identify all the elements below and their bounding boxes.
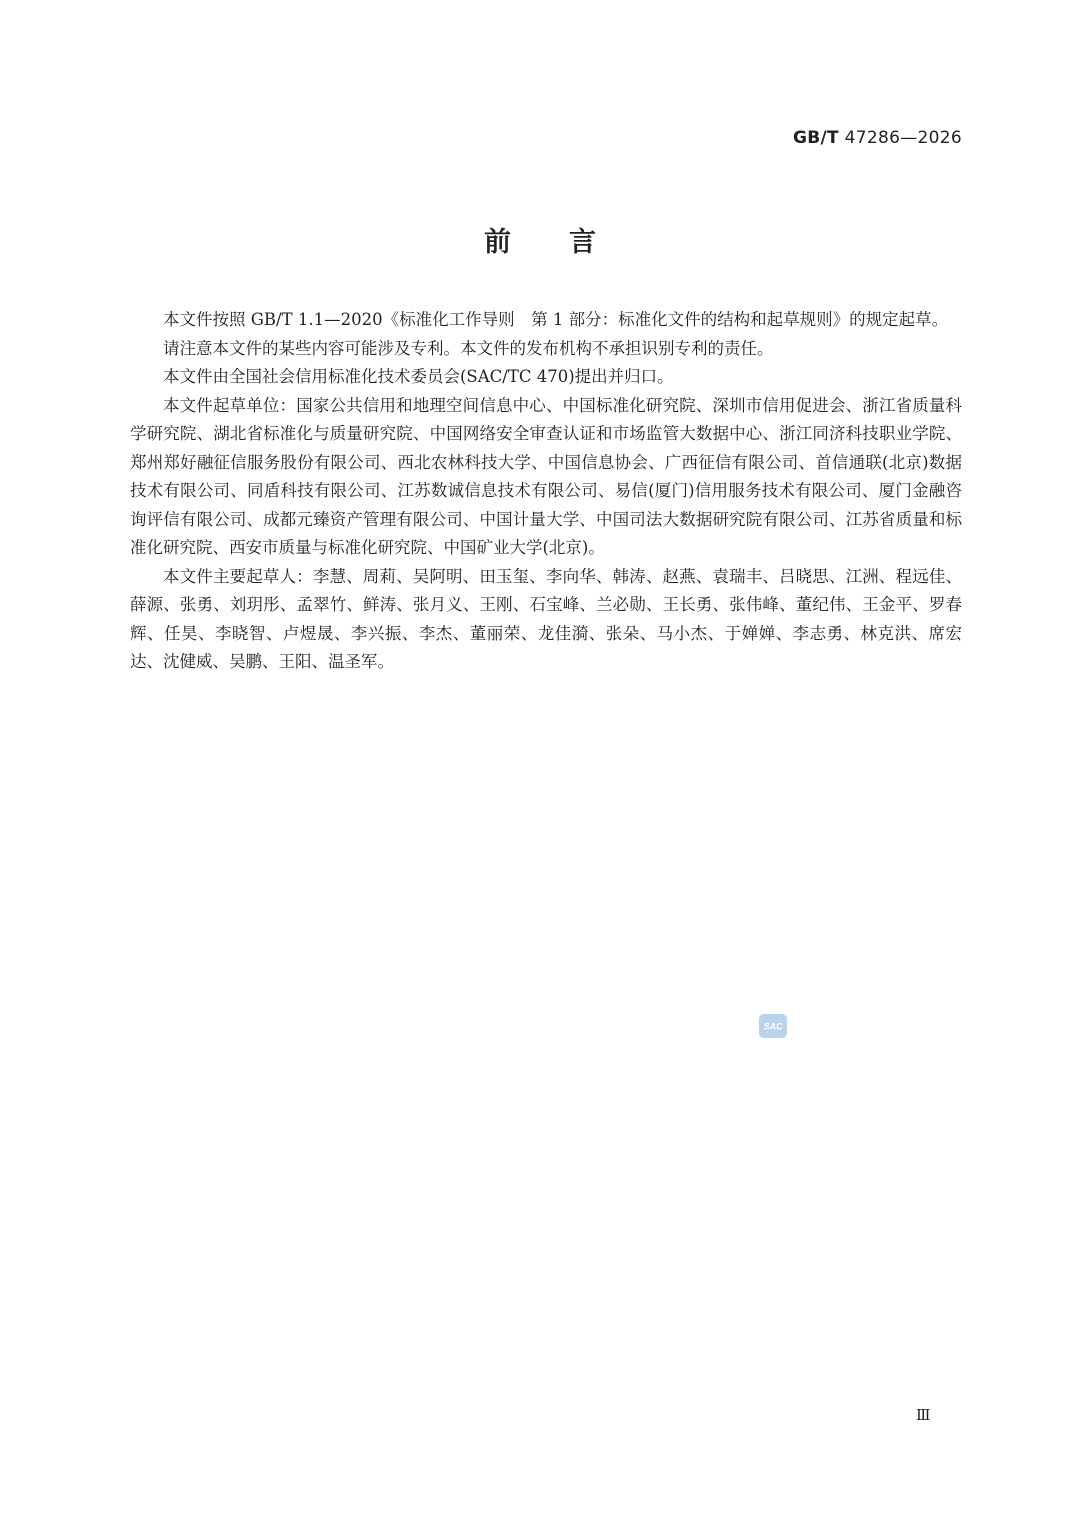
foreword-body xyxy=(130,306,962,677)
sac-watermark-logo xyxy=(759,1014,787,1038)
standard-code: GB/T xyxy=(793,128,839,148)
paragraph-drafters: 本文件主要起草人：李慧、周莉、吴阿明、田玉玺、李向华、韩涛、赵燕、袁瑞丰、吕晓思、江洲、程远佳、薛源、张勇、刘玥彤、孟翠竹、鲜涛、张月义、王刚、石宝峰、兰必勋、王长勇、张伟峰、董纪伟、王金平、罗春辉、任昊、李晓智、卢煜晟、李兴振、李杰、董丽荣、龙佳漪、张朵、马小杰、于婵婵、李志勇、林克洪、席宏达、沈健威、吴鹏、王阳、温圣军。 xyxy=(130,566,962,671)
standard-number-header xyxy=(793,128,962,148)
page-number: Ⅲ xyxy=(916,1406,931,1424)
svg-text:SAC: SAC xyxy=(763,1021,783,1032)
page-title: 前言 xyxy=(484,227,654,258)
paragraph-patent-notice: 请注意本文件的某些内容可能涉及专利。本文件的发布机构不承担识别专利的责任。 xyxy=(163,338,774,358)
standard-number: 47286—2026 xyxy=(844,128,962,148)
paragraph-drafting-units: 本文件起草单位：国家公共信用和地理空间信息中心、中国标准化研究院、深圳市信用促进会、浙江省质量科学研究院、湖北省标准化与质量研究院、中国网络安全审查认证和市场监管大数据中心、浙江同济科技职业学院、郑州郑好融征信服务股份有限公司、西北农林科技大学、中国信息协会、广西征信有限公司、首信通联(北京)数据技术有限公司、同盾科技有限公司、江苏数诚信息技术有限公司、易信(厦门)信用服务技术有限公司、厦门金融咨询评信有限公司、成都元臻资产管理有限公司、中国计量大学、中国司法大数据研究院有限公司、江苏省质量和标准化研究院、西安市质量与标准化研究院、中国矿业大学(北京)。 xyxy=(130,395,962,557)
paragraph-drafting-rules: 本文件按照 GB/T 1.1—2020《标准化工作导则 第 1 部分：标准化文件的结构和起草规则》的规定起草。 xyxy=(163,310,949,329)
paragraph-proposer: 本文件由全国社会信用标准化技术委员会(SAC/TC 470)提出并归口。 xyxy=(163,367,674,386)
